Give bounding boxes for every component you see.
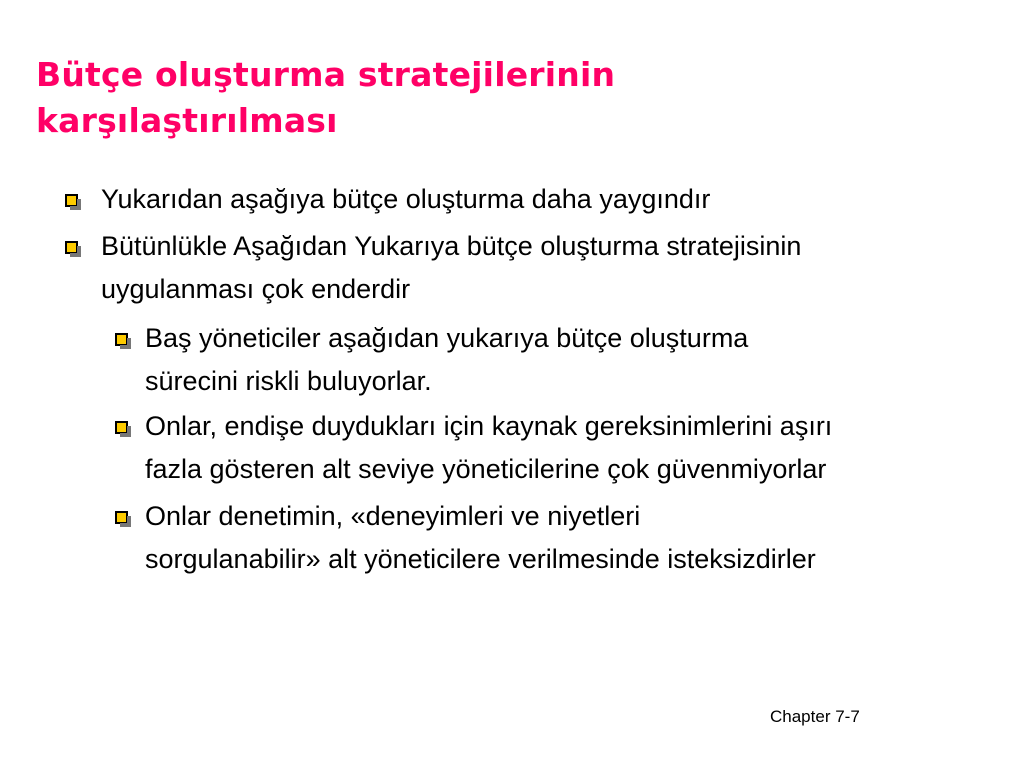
- checkbox-square-icon: [115, 421, 128, 434]
- bullet-item-2: [101, 225, 1011, 311]
- slide-title-line-2: karşılaştırılması: [36, 101, 338, 140]
- checkbox-square-icon: [65, 241, 78, 254]
- slide-footer: Chapter 7-7: [770, 707, 860, 726]
- bullet-text: Bütünlükle Aşağıdan Yukarıya bütçe oluşturma stratejisinin: [101, 231, 802, 261]
- bullet-text: sorgulanabilir» alt yöneticilere verilmesinde isteksizdirler: [145, 544, 816, 574]
- bullet-text: fazla gösteren alt seviye yöneticilerine çok güvenmiyorlar: [145, 454, 827, 484]
- bullet-text: Onlar, endişe duydukları için kaynak gereksinimlerini aşırı: [145, 411, 833, 441]
- bullet-text: Yukarıdan aşağıya bütçe oluşturma daha yaygındır: [101, 184, 711, 214]
- bullet-item-1: [101, 178, 1011, 221]
- bullet-text: sürecini riskli buluyorlar.: [145, 366, 432, 396]
- checkbox-square-icon: [115, 511, 128, 524]
- checkbox-square-icon: [65, 194, 78, 207]
- slide-title-line-1: Bütçe oluşturma stratejilerinin: [36, 55, 616, 94]
- bullet-text: Onlar denetimin, «deneyimleri ve niyetleri: [145, 501, 641, 531]
- sub-bullet-item-1: [145, 317, 1015, 403]
- checkbox-square-icon: [115, 333, 128, 346]
- bullet-text: uygulanması çok enderdir: [101, 274, 411, 304]
- bullet-text: Baş yöneticiler aşağıdan yukarıya bütçe oluşturma: [145, 323, 749, 353]
- sub-bullet-item-3: [145, 495, 1015, 581]
- sub-bullet-item-2: [145, 405, 1015, 491]
